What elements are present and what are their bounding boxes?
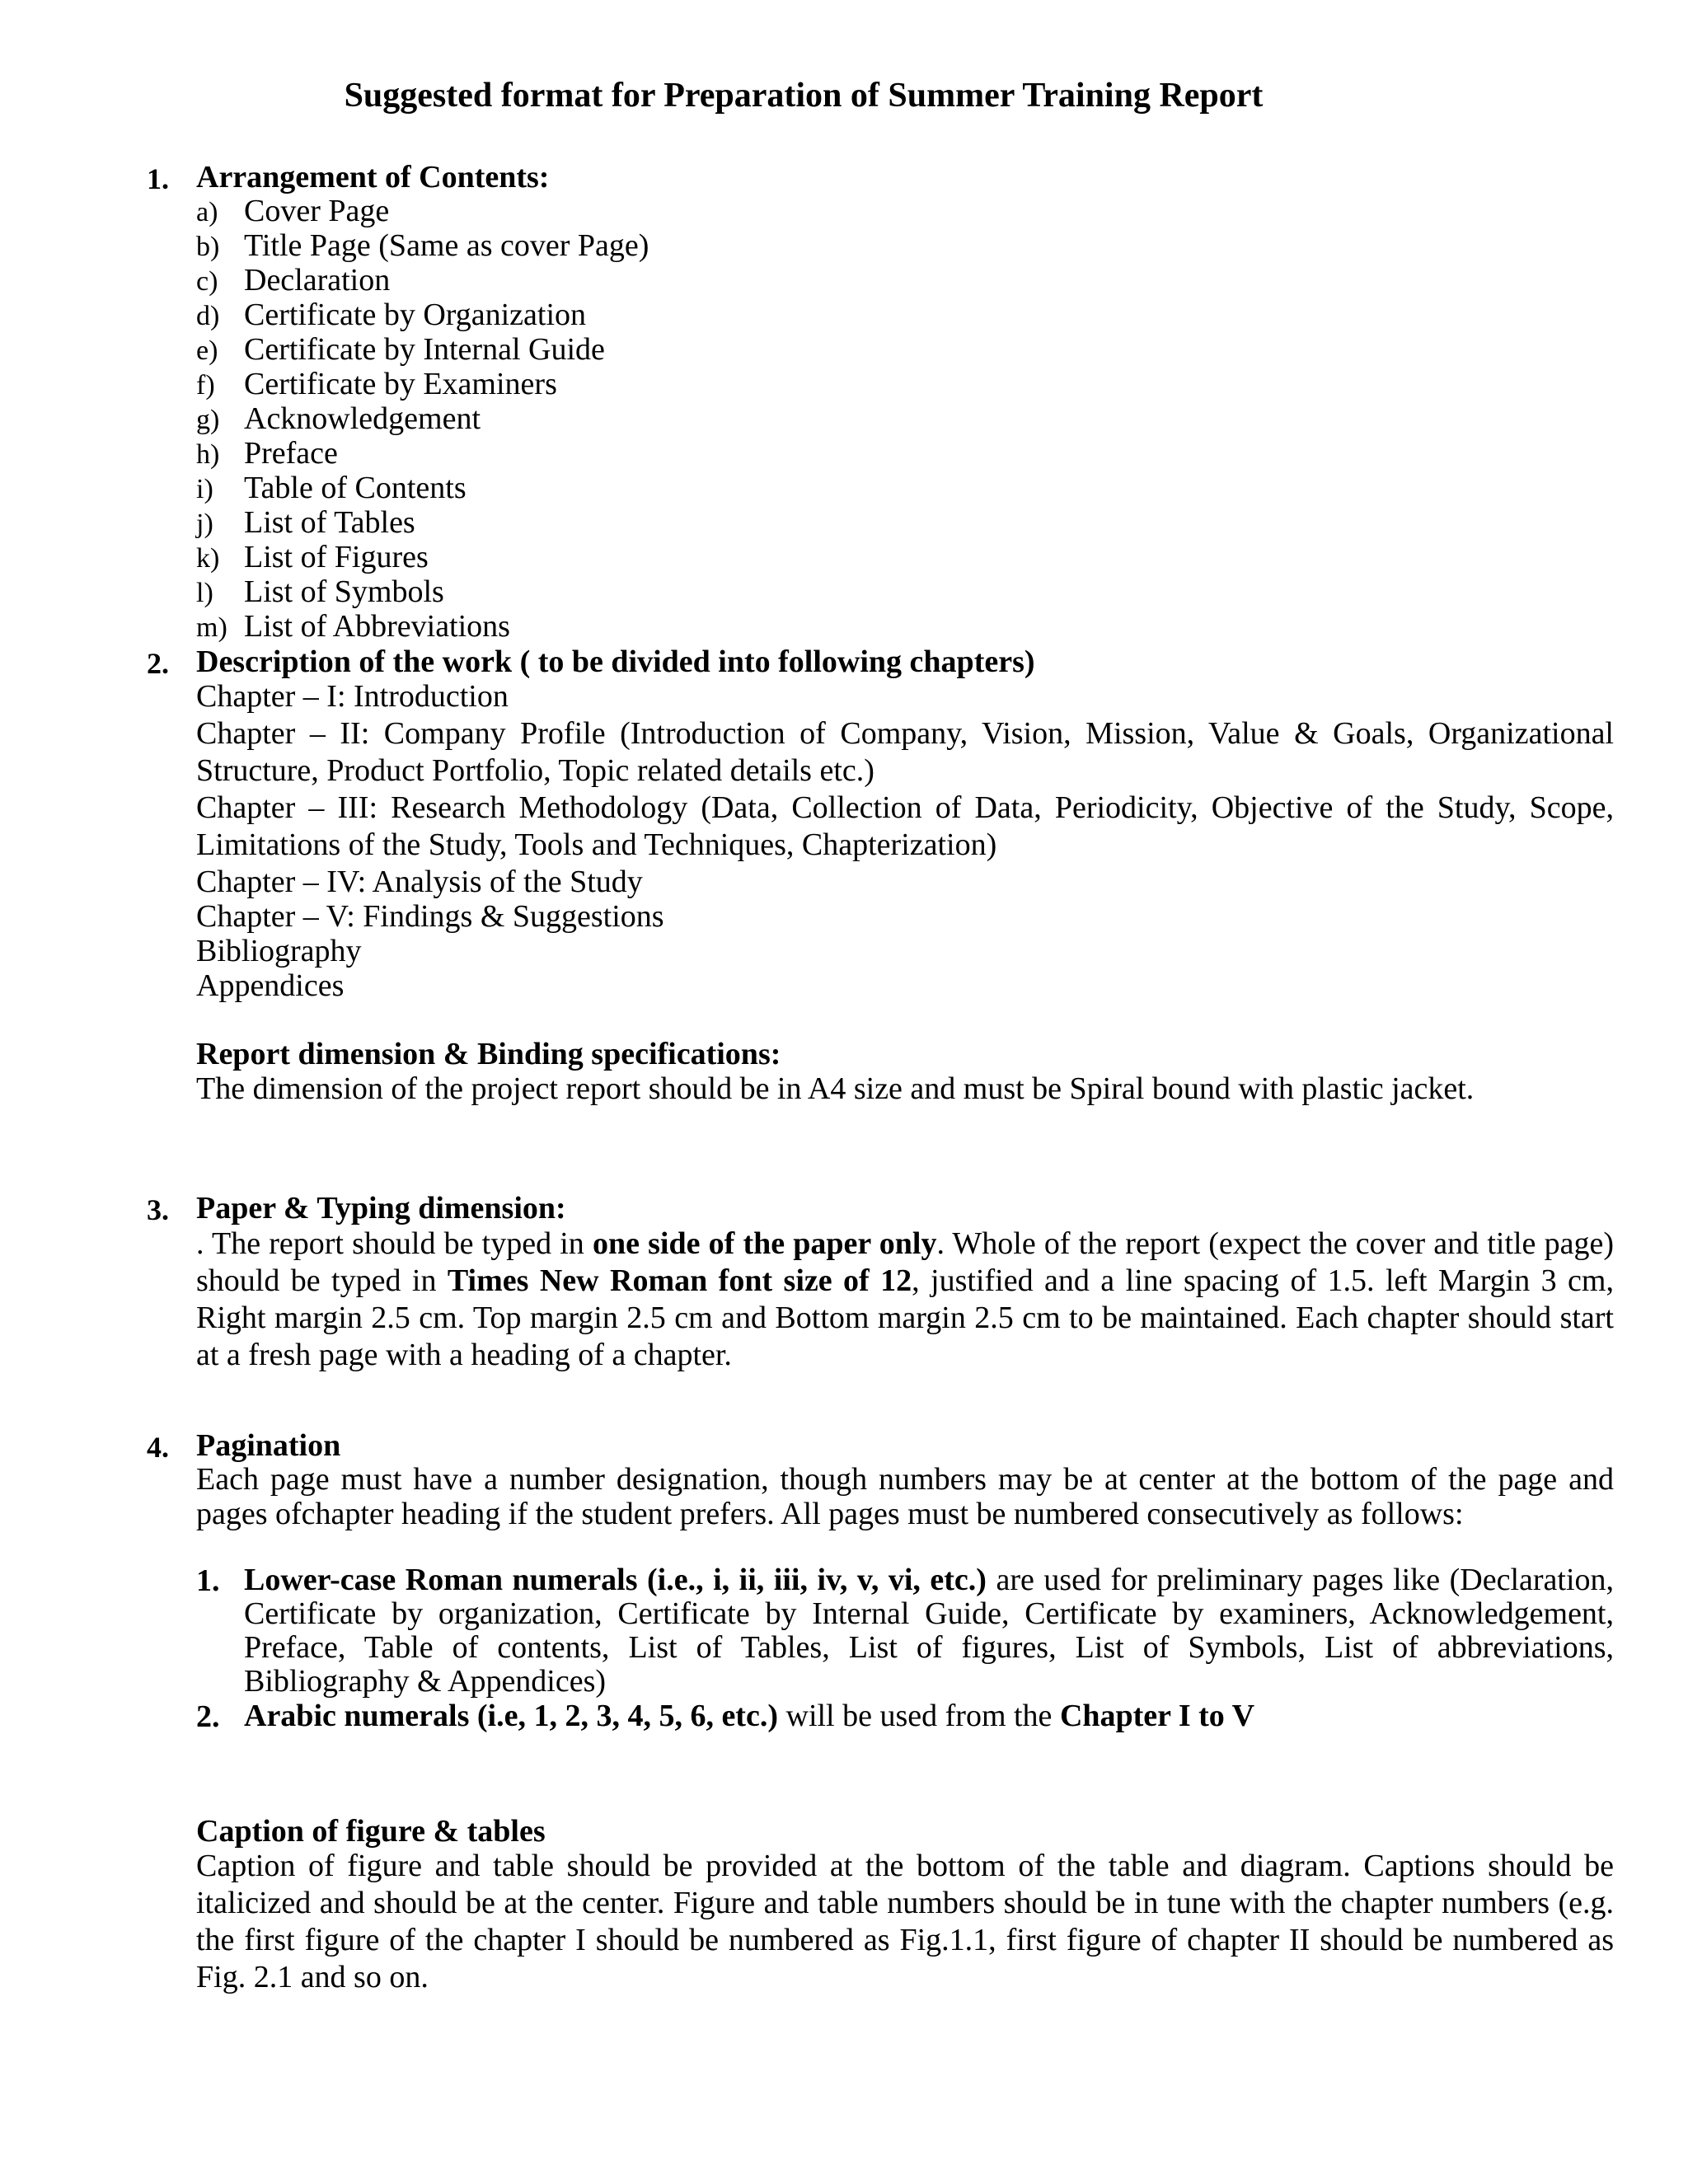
list-item: Certificate by Internal Guide [244, 332, 605, 367]
pagination-item-2 [244, 1699, 1614, 1733]
paragraph-text: . Whole of the report (expect the cover and title page) should be typed in [196, 1226, 1614, 1298]
paragraph-text: will be used from the [778, 1699, 1060, 1733]
list-item: Title Page (Same as cover Page) [244, 228, 649, 263]
chapter-1-line: Chapter – I: Introduction [196, 679, 509, 714]
list-item-letter: e) [196, 335, 218, 366]
section-3-heading: Paper & Typing dimension: [196, 1191, 566, 1226]
list-item-letter: d) [196, 301, 220, 331]
captions-paragraph: Caption of figure and table should be provided at the bottom of the table and diagram. Captions should be italicized and should be at the center. Figure and table numbers should be in tune with the chapter numbers (e.g. the first figure of the chapter I should be numbered as Fig.1.1, first figure of chapter II should be numbered as Fig. 2.1 and so on. [196, 1849, 1614, 1994]
paragraph-bold-text: Chapter I to V [1059, 1699, 1255, 1733]
list-item-letter: h) [196, 439, 220, 470]
paragraph-text: , justified and a line spacing of 1.5. left Margin 3 cm, Right margin 2.5 cm. Top margin 2.5 cm and Bottom margin 2.5 cm to be maintained. Each chapter should start at a fresh page with a heading of a chapter. [196, 1263, 1614, 1372]
list-item: List of Symbols [244, 574, 444, 609]
pagination-item-2-number: 2. [196, 1699, 220, 1734]
chapter-2-line: Chapter – II: Company Profile (Introduction of Company, Vision, Mission, Value & Goals, Organizational Structure, Product Portfolio, Topic related details etc.) [196, 716, 1614, 788]
pagination-item-1-number: 1. [196, 1563, 220, 1598]
list-item-letter: a) [196, 197, 218, 227]
paragraph-text: are used for preliminary pages like (Declaration, Certificate by organization, Certificate by Internal Guide, Certificate by examiners, Acknowledgement, Preface, Table of contents, List of Tables, List of figures, List of Symbols, List of abbreviations, Bibliography & Appendices) [244, 1563, 1614, 1699]
paragraph-bold-text: one side of the paper only [592, 1226, 937, 1261]
paragraph-text: . The report should be typed in [196, 1226, 593, 1261]
section-2-number: 2. [147, 647, 169, 680]
list-item: List of Figures [244, 540, 429, 574]
binding-heading: Report dimension & Binding specifications: [196, 1037, 781, 1071]
list-item-letter: l) [196, 578, 213, 608]
list-item-letter: m) [196, 612, 227, 643]
section-1-heading: Arrangement of Contents: [196, 160, 550, 194]
list-item: Preface [244, 436, 338, 471]
list-item-letter: g) [196, 405, 220, 435]
section-4-number: 4. [147, 1431, 169, 1464]
section-2-heading: Description of the work ( to be divided into following chapters) [196, 644, 1035, 679]
list-item-letter: k) [196, 543, 220, 574]
chapter-3-line: Chapter – III: Research Methodology (Data, Collection of Data, Periodicity, Objective of the Study, Scope, Limitations of the Study, Tools and Techniques, Chapterization) [196, 790, 1614, 862]
list-item: Certificate by Examiners [244, 367, 557, 401]
pagination-intro: Each page must have a number designation, though numbers may be at center at the bottom of the page and pages ofchapter heading if the student prefers. All pages must be numbered consecutively as follows: [196, 1462, 1614, 1531]
list-item-letter: j) [196, 509, 213, 539]
paragraph-bold-text: Arabic numerals (i.e, 1, 2, 3, 4, 5, 6, etc.) [244, 1699, 778, 1733]
list-item: List of Tables [244, 505, 415, 540]
chapter-5-line: Chapter – V: Findings & Suggestions [196, 899, 664, 934]
list-item: Declaration [244, 263, 391, 298]
paragraph-bold-text: Lower-case Roman numerals (i.e., i, ii, iii, iv, v, vi, etc.) [244, 1563, 987, 1597]
page-title: Suggested format for Preparation of Summer Training Report [344, 77, 1264, 115]
section-4-heading: Pagination [196, 1428, 341, 1463]
section-3-number: 3. [147, 1193, 169, 1226]
paragraph-bold-text: Times New Roman font size of 12 [447, 1263, 912, 1298]
list-item: Certificate by Organization [244, 298, 587, 332]
appendices-line: Appendices [196, 968, 345, 1003]
section-1-number: 1. [147, 162, 169, 195]
list-item-letter: c) [196, 266, 218, 297]
section-3-paragraph [196, 1226, 1614, 1374]
list-item-letter: i) [196, 474, 213, 504]
pagination-item-1 [244, 1563, 1614, 1699]
captions-heading: Caption of figure & tables [196, 1814, 546, 1849]
list-item-letter: f) [196, 370, 215, 401]
binding-text: The dimension of the project report should be in A4 size and must be Spiral bound with plastic jacket. [196, 1071, 1475, 1106]
list-item: List of Abbreviations [244, 609, 510, 644]
list-item-letter: b) [196, 232, 220, 262]
list-item: Table of Contents [244, 471, 467, 505]
list-item: Acknowledgement [244, 401, 481, 436]
list-item: Cover Page [244, 194, 390, 228]
bibliography-line: Bibliography [196, 934, 362, 968]
chapter-4-line: Chapter – IV: Analysis of the Study [196, 865, 643, 899]
